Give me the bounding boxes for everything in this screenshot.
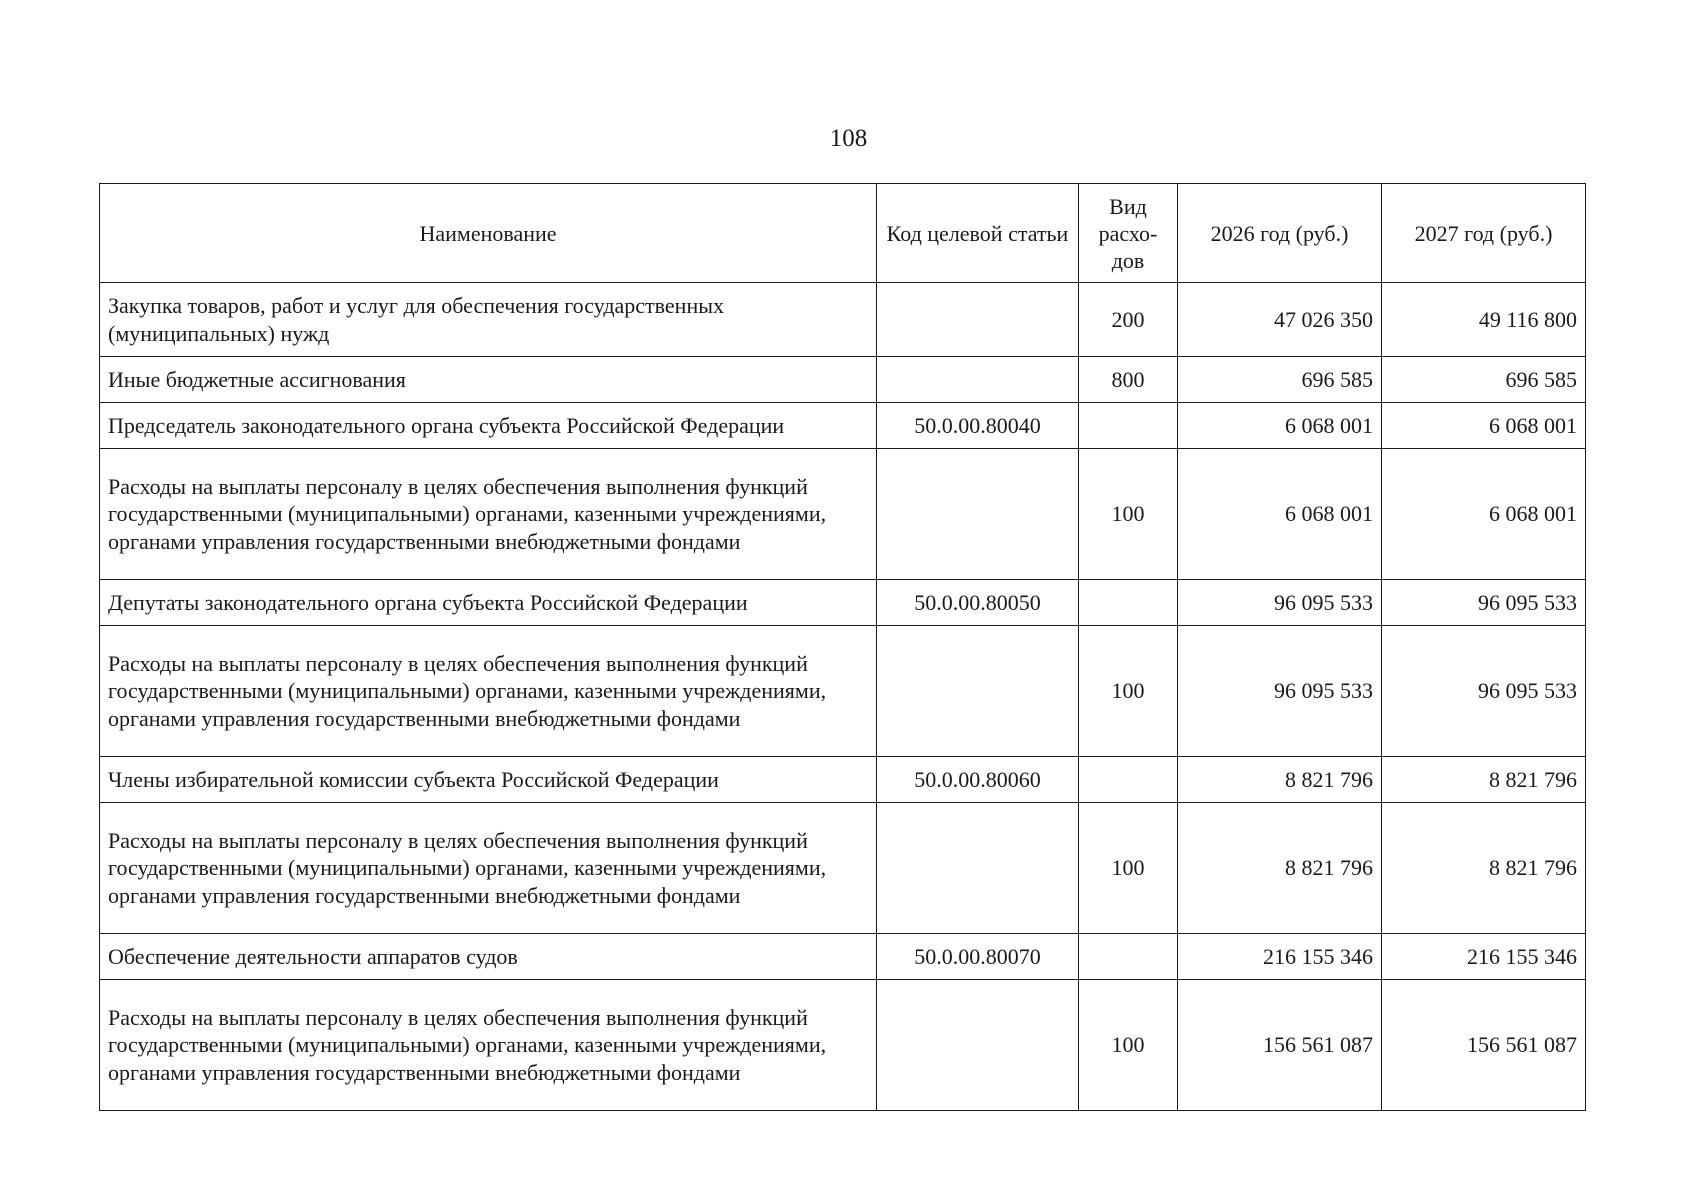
row-kind — [1079, 580, 1178, 626]
row-name: Депутаты законодательного органа субъекта Российской Федерации — [100, 580, 877, 626]
table-row — [100, 449, 1586, 580]
row-amount-2027: 8 821 796 — [1382, 757, 1586, 803]
table-row — [100, 283, 1586, 357]
row-code — [877, 980, 1079, 1111]
row-amount-2026: 156 561 087 — [1178, 980, 1382, 1111]
row-amount-2027: 696 585 — [1382, 357, 1586, 403]
row-kind — [1079, 934, 1178, 980]
row-code — [877, 803, 1079, 934]
row-amount-2026: 47 026 350 — [1178, 283, 1382, 357]
row-name: Обеспечение деятельности аппаратов судов — [100, 934, 877, 980]
table-row — [100, 934, 1586, 980]
row-amount-2027: 96 095 533 — [1382, 580, 1586, 626]
page-number: 108 — [829, 125, 868, 152]
row-name: Расходы на выплаты персоналу в целях обеспечения выполнения функций государственными (муниципальными) органами, казенными учреждениями, органами управления государственными внебюджетными фондами — [100, 803, 877, 934]
row-amount-2026: 216 155 346 — [1178, 934, 1382, 980]
row-kind — [1079, 403, 1178, 449]
row-code — [877, 626, 1079, 757]
row-amount-2027: 156 561 087 — [1382, 980, 1586, 1111]
table-row — [100, 403, 1586, 449]
row-amount-2027: 49 116 800 — [1382, 283, 1586, 357]
row-amount-2026: 6 068 001 — [1178, 449, 1382, 580]
row-name: Иные бюджетные ассигнования — [100, 357, 877, 403]
row-amount-2026: 696 585 — [1178, 357, 1382, 403]
table-row — [100, 757, 1586, 803]
header-kind: Вид расхо-дов — [1079, 184, 1178, 283]
row-kind: 100 — [1079, 980, 1178, 1111]
row-name: Расходы на выплаты персоналу в целях обеспечения выполнения функций государственными (муниципальными) органами, казенными учреждениями, органами управления государственными внебюджетными фондами — [100, 980, 877, 1111]
row-name: Расходы на выплаты персоналу в целях обеспечения выполнения функций государственными (муниципальными) органами, казенными учреждениями, органами управления государственными внебюджетными фондами — [100, 449, 877, 580]
row-code — [877, 283, 1079, 357]
row-amount-2027: 216 155 346 — [1382, 934, 1586, 980]
row-name: Закупка товаров, работ и услуг для обеспечения государственных (муниципальных) нужд — [100, 283, 877, 357]
row-kind: 100 — [1079, 803, 1178, 934]
row-code: 50.0.00.80070 — [877, 934, 1079, 980]
row-code: 50.0.00.80060 — [877, 757, 1079, 803]
row-name: Члены избирательной комиссии субъекта Российской Федерации — [100, 757, 877, 803]
row-amount-2026: 8 821 796 — [1178, 757, 1382, 803]
row-amount-2027: 6 068 001 — [1382, 403, 1586, 449]
row-code — [877, 449, 1079, 580]
table-row — [100, 980, 1586, 1111]
row-kind: 200 — [1079, 283, 1178, 357]
row-name: Расходы на выплаты персоналу в целях обеспечения выполнения функций государственными (муниципальными) органами, казенными учреждениями, органами управления государственными внебюджетными фондами — [100, 626, 877, 757]
budget-table — [99, 183, 1586, 1111]
row-code: 50.0.00.80040 — [877, 403, 1079, 449]
header-year-2027: 2027 год (руб.) — [1382, 184, 1586, 283]
header-code: Код целевой статьи — [877, 184, 1079, 283]
row-amount-2027: 8 821 796 — [1382, 803, 1586, 934]
row-amount-2026: 96 095 533 — [1178, 580, 1382, 626]
row-amount-2026: 8 821 796 — [1178, 803, 1382, 934]
table-row — [100, 580, 1586, 626]
table-header-row — [100, 184, 1586, 283]
row-amount-2026: 96 095 533 — [1178, 626, 1382, 757]
row-kind: 100 — [1079, 449, 1178, 580]
header-year-2026: 2026 год (руб.) — [1178, 184, 1382, 283]
row-amount-2027: 6 068 001 — [1382, 449, 1586, 580]
row-name: Председатель законодательного органа субъекта Российской Федерации — [100, 403, 877, 449]
row-kind — [1079, 757, 1178, 803]
row-amount-2026: 6 068 001 — [1178, 403, 1382, 449]
header-name: Наименование — [100, 184, 877, 283]
table-row — [100, 357, 1586, 403]
table-row — [100, 626, 1586, 757]
row-amount-2027: 96 095 533 — [1382, 626, 1586, 757]
row-kind: 100 — [1079, 626, 1178, 757]
table-row — [100, 803, 1586, 934]
row-kind: 800 — [1079, 357, 1178, 403]
row-code: 50.0.00.80050 — [877, 580, 1079, 626]
row-code — [877, 357, 1079, 403]
